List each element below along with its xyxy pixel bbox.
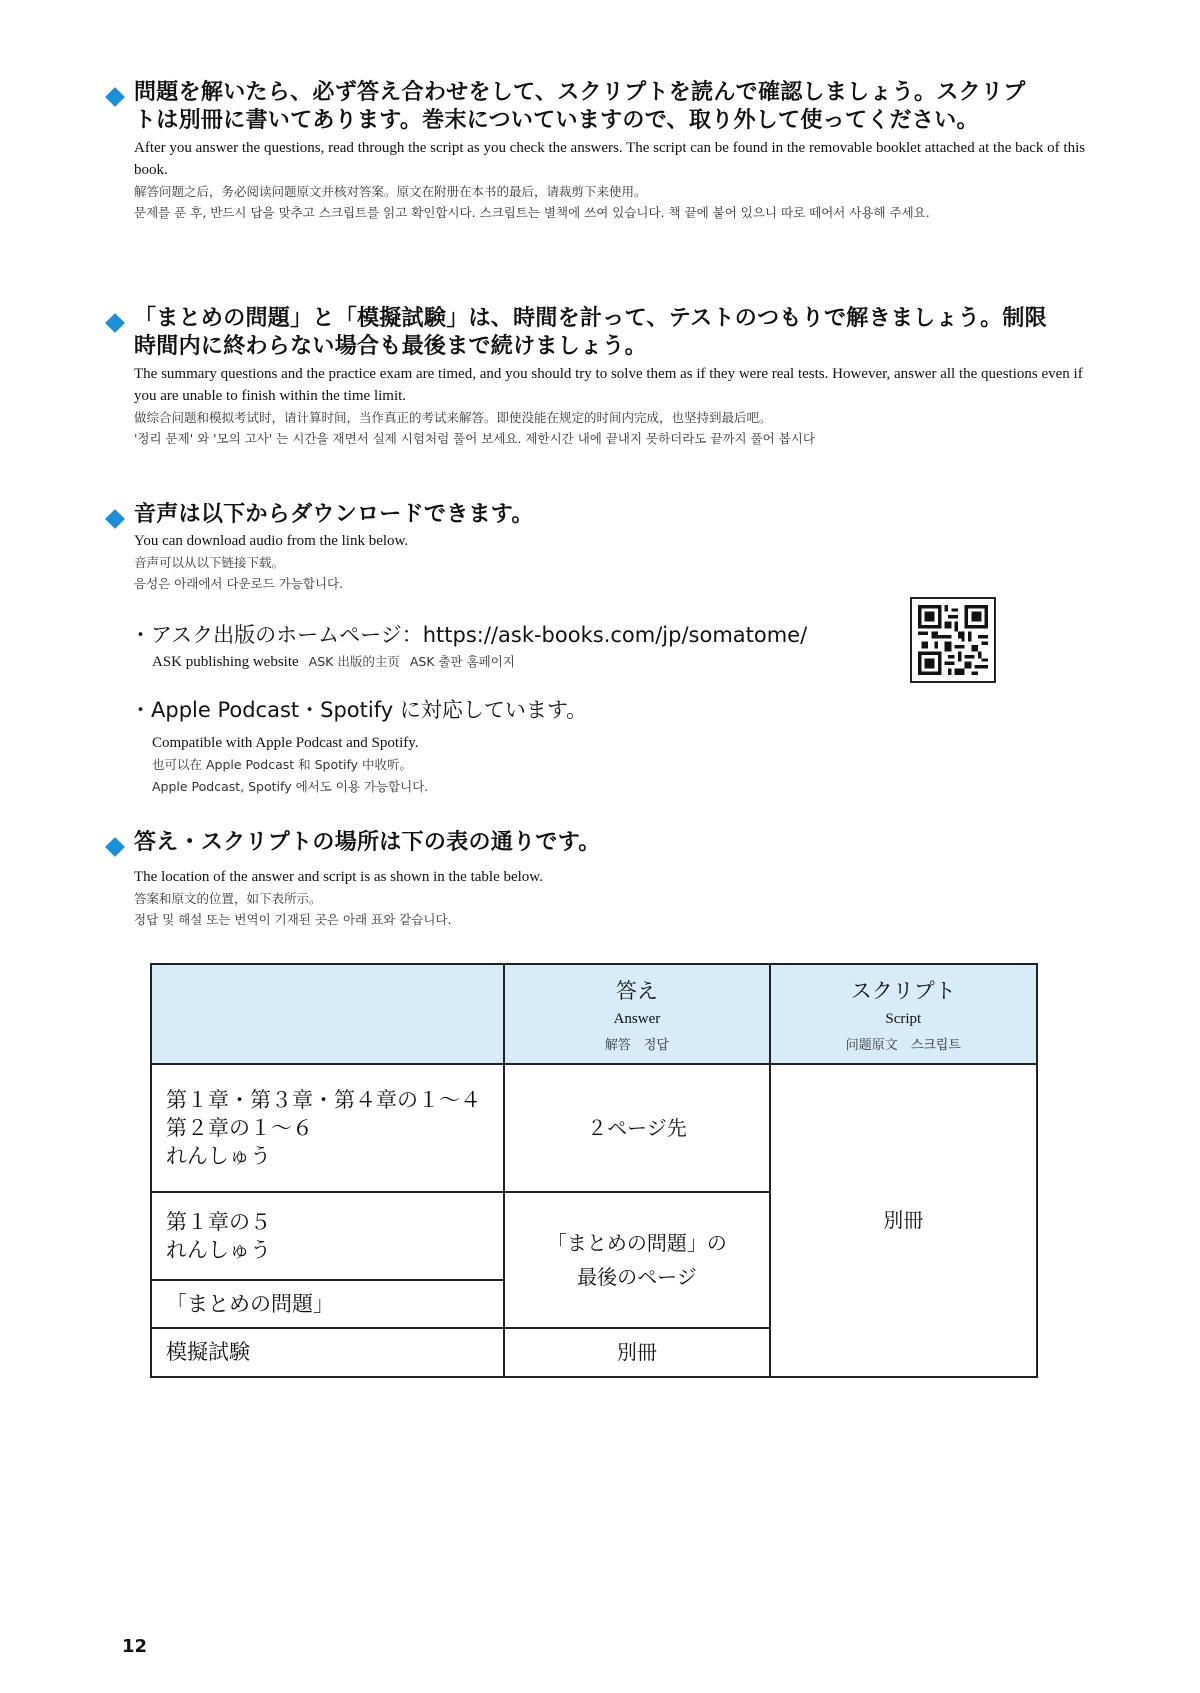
website-english: ASK publishing website <box>152 654 299 671</box>
answer-header <box>504 964 769 1064</box>
podcast-line: ・Apple Podcast・Spotify に対応しています。 <box>130 698 588 722</box>
heading-line-2: 時間内に終わらない場合も最後まで続けましょう。 <box>134 334 647 360</box>
script-cell: 別冊 <box>770 1064 1037 1377</box>
section-check-answers <box>108 80 1098 223</box>
website-chinese: ASK 出版的主页 <box>308 654 400 670</box>
answer-text: 「まとめの問題」の <box>546 1231 727 1256</box>
english-text: After you answer the questions, read through the script as you check the answers. The script can be found in the removable booklet attached at the back of this book. <box>134 139 1086 178</box>
answer-cell: ２ページ先 <box>504 1064 769 1192</box>
section-timed-tests <box>108 306 1098 449</box>
section-answer-location <box>108 830 1098 930</box>
korean-text: '정리 문제' 와 '모의 고사' 는 시간을 재면서 실제 시험처럼 풀어 보세요. 제한시간 내에 끝내지 못하더라도 끝까지 풀어 봅시다 <box>134 430 815 446</box>
chinese-text: 音声可以从以下链接下载。 <box>134 555 285 571</box>
korean-text: 음성은 아래에서 다운로드 가능합니다. <box>134 576 344 592</box>
answer-text: 最後のページ <box>577 1265 697 1290</box>
answer-header-en: Answer <box>613 1011 661 1027</box>
script-header-jp: スクリプト <box>850 979 956 1003</box>
script-header <box>770 964 1037 1064</box>
website-link[interactable]: ・アスク出版のホームページ：https://ask-books.com/jp/somatome/ <box>130 623 808 647</box>
english-text: You can download audio from the link below. <box>134 533 409 550</box>
page-number: 12 <box>122 1636 148 1657</box>
row-label: 模擬試験 <box>166 1340 250 1365</box>
heading-line-2: トは別冊に書いてあります。巻末についていますので、取り外して使ってください。 <box>134 108 979 134</box>
english-text: The summary questions and the practice exam are timed, and you should try to solve them as if they were real tests. However, answer all the questions even if you are unable to finish within the time limit. <box>134 365 1083 404</box>
answer-header-translations: 解答 정답 <box>604 1038 669 1053</box>
chinese-text: 做综合问题和模拟考试时，请计算时间，当作真正的考试来解答。即使没能在规定的时间内完成，也坚持到最后吧。 <box>134 409 772 425</box>
answer-cell <box>504 1192 769 1328</box>
heading-line-1: 「まとめの問題」と「模擬試験」は、時間を計って、テストのつもりで解きましょう。制限 <box>134 306 1047 331</box>
row-label: れんしゅう <box>166 1144 271 1169</box>
podcast-korean: Apple Podcast, Spotify 에서도 이용 가능합니다. <box>152 779 429 795</box>
empty-header-cell <box>151 964 504 1064</box>
row-label-cell <box>151 1328 504 1376</box>
script-header-translations: 问题原文 스크립트 <box>845 1038 961 1053</box>
script-header-en: Script <box>885 1011 922 1027</box>
row-label-cell <box>151 1280 504 1328</box>
podcast-block <box>130 697 910 798</box>
website-block <box>130 622 910 673</box>
row-label: 第１章の５ <box>166 1209 271 1234</box>
section-heading <box>108 306 1098 361</box>
section-heading <box>108 80 1098 135</box>
row-label: 第１章・第３章・第４章の１～４ <box>166 1087 481 1112</box>
answer-header-jp: 答え <box>615 979 658 1003</box>
diamond-bullet-icon <box>105 509 125 529</box>
heading-line: 音声は以下からダウンロードできます。 <box>134 502 534 527</box>
podcast-chinese: 也可以在 Apple Podcast 和 Spotify 中收听。 <box>152 757 413 773</box>
diamond-bullet-icon <box>105 313 125 333</box>
korean-text: 정답 및 해설 또는 번역이 기재된 곳은 아래 표와 같습니다. <box>134 912 452 928</box>
section-heading <box>108 502 1098 528</box>
korean-text: 문제를 푼 후, 반드시 답을 맞추고 스크립트를 읽고 확인합시다. 스크립트는 별책에 쓰여 있습니다. 책 끝에 붙어 있으니 따로 떼어서 사용해 주세요. <box>134 204 930 220</box>
english-text: The location of the answer and script is as shown in the table below. <box>134 869 543 886</box>
qr-code-graphic <box>918 605 988 675</box>
section-audio-download <box>108 502 1098 594</box>
podcast-english: Compatible with Apple Podcast and Spotify. <box>152 735 419 752</box>
row-label: れんしゅう <box>166 1238 271 1262</box>
row-label: 「まとめの問題」 <box>166 1292 334 1316</box>
section-heading <box>108 830 1098 856</box>
diamond-bullet-icon <box>105 837 125 857</box>
chinese-text: 答案和原文的位置，如下表所示。 <box>134 891 322 907</box>
qr-code-icon[interactable] <box>910 597 996 683</box>
heading-line: 答え・スクリプトの場所は下の表の通りです。 <box>134 830 601 855</box>
chinese-text: 解答问题之后，务必阅读问题原文并核对答案。原文在附册在本书的最后，请裁剪下来使用。 <box>134 183 647 199</box>
answer-cell: 別冊 <box>504 1328 769 1376</box>
table-row <box>151 1064 1037 1192</box>
website-korean: ASK 출판 홈페이지 <box>409 654 515 670</box>
diamond-bullet-icon <box>105 87 125 107</box>
row-label-cell <box>151 1192 504 1280</box>
row-label-cell <box>151 1064 504 1192</box>
heading-line-1: 問題を解いたら、必ず答え合わせをして、スクリプトを読んで確認しましょう。スクリプ <box>134 80 1026 105</box>
answer-script-location-table <box>150 963 1038 1378</box>
table-header-row <box>151 964 1037 1064</box>
row-label: 第２章の１～６ <box>166 1115 313 1140</box>
website-translations <box>130 651 910 673</box>
